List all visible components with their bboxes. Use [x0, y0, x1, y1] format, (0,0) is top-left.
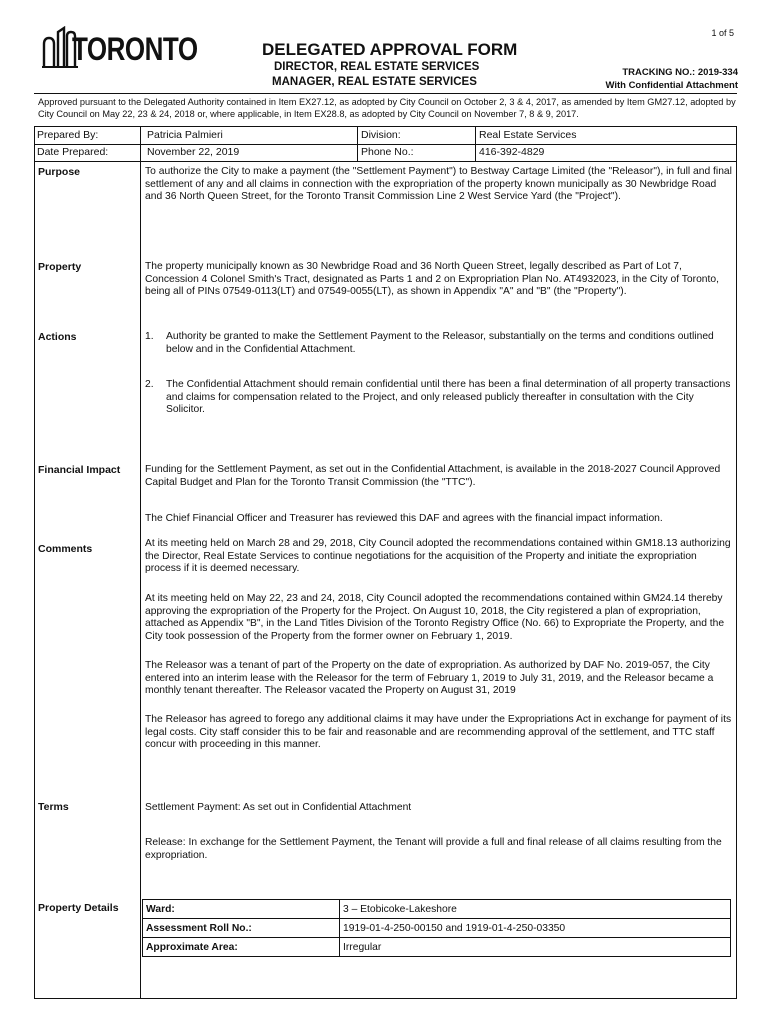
table-row [143, 900, 731, 919]
info-col-divider-2 [475, 126, 476, 162]
action-1-number: 1. [145, 331, 154, 342]
assessment-roll-label: Assessment Roll No.: [143, 919, 340, 938]
header-divider [34, 93, 737, 94]
financial-impact-text-2: The Chief Financial Officer and Treasurer has reviewed this DAF and agrees with the financial impact information. [145, 513, 663, 524]
table-row [143, 938, 731, 957]
form-subtitle-director: DIRECTOR, REAL ESTATE SERVICES [274, 61, 480, 73]
info-bottom-divider [34, 161, 737, 162]
prepared-by-value: Patricia Palmieri [147, 129, 223, 141]
table-row [143, 919, 731, 938]
terms-text-2: Release: In exchange for the Settlement Payment, the Tenant will provide a full and final release of all claims resulting from the expropriation. [145, 837, 722, 861]
form-subtitle-manager: MANAGER, REAL ESTATE SERVICES [272, 76, 477, 88]
financial-impact-label: Financial Impact [38, 464, 121, 476]
purpose-text: To authorize the City to make a payment (the "Settlement Payment") to Bestway Cartage Limited (the "Releasor"), in full and final settlement of any and all claims in connection with the expropriation of the property known municipally as 30 Newbridge Road and 36 North Queen Street, for the Toronto Transit Commission Line 2 West Service Yard (the "Project"). [145, 166, 732, 203]
tracking-block [605, 67, 738, 92]
form-title: DELEGATED APPROVAL FORM [262, 40, 518, 59]
approval-authority-text: Approved pursuant to the Delegated Authority contained in Item EX27.12, as adopted by City Council on October 2, 3 & 4, 2017, as amended by Item GM27.12, adopted by City Council on May 22, 23 & 24, 2018 or, where applicable, in Item EX28.8, as adopted by City Council on November 7, 8 & 9, 2017. [38, 97, 736, 119]
prepared-by-label: Prepared By: [37, 129, 99, 141]
info-row-divider [34, 144, 737, 145]
date-prepared-value: November 22, 2019 [147, 146, 240, 158]
approximate-area-label: Approximate Area: [143, 938, 340, 957]
phone-value: 416-392-4829 [479, 146, 545, 158]
action-1-text: Authority be granted to make the Settlement Payment to the Releasor, substantially on the terms and conditions outlined below and in the Confidential Attachment. [166, 331, 714, 355]
comment-text-1: At its meeting held on March 28 and 29, 2018, City Council adopted the recommendations contained within GM18.13 authorizing the Director, Real Estate Services to continue negotiations for the acquisition of the Property and initiate the expropriation process if it is deemed necessary. [145, 538, 731, 575]
division-value: Real Estate Services [479, 129, 577, 141]
assessment-roll-value: 1919-01-4-250-00150 and 1919-01-4-250-03350 [340, 919, 731, 938]
actions-label: Actions [38, 331, 77, 343]
comment-text-4: The Releasor has agreed to forego any additional claims it may have under the Expropriations Act in exchange for payment of its legal costs. City staff consider this to be fair and reasonable and are recommending approval of the settlement, and TTC staff concur with proceeding in this manner. [145, 714, 732, 751]
property-details-label: Property Details [38, 902, 119, 914]
terms-text-1: Settlement Payment: As set out in Confidential Attachment [145, 802, 412, 813]
property-details-table [142, 899, 731, 957]
action-2-text: The Confidential Attachment should remain confidential until there has been a final determination of all property transactions and claims for compensation related to the Project, and only released publicly thereafter in consultation with the City Solicitor. [166, 379, 731, 416]
property-text: The property municipally known as 30 Newbridge Road and 36 North Queen Street, legally described as Part of Lot 7, Concession 4 Colonel Smith's Tract, designated as Parts 1 and 2 on Expropriation Plan No. AT4932023, in the City of Toronto, being all of PINs 07549-0113(LT) and 07549-0055(LT), as shown in Appendix "A" and "B" (the "Property"). [145, 261, 719, 298]
info-col-divider-1 [357, 126, 358, 162]
date-prepared-label: Date Prepared: [37, 146, 109, 158]
ward-label: Ward: [143, 900, 340, 919]
logo-text: TORONTO [72, 30, 198, 68]
action-2-number: 2. [145, 379, 154, 390]
label-column-divider [140, 126, 141, 999]
page-number: 1 of 5 [711, 28, 734, 38]
financial-impact-text-1: Funding for the Settlement Payment, as set out in the Confidential Attachment, is available in the 2018-2027 Council Approved Capital Budget and Plan for the Toronto Transit Commission (the "TTC"). [145, 464, 721, 488]
purpose-label: Purpose [38, 166, 81, 178]
division-label: Division: [361, 129, 401, 141]
comments-label: Comments [38, 543, 93, 555]
attachment-note: With Confidential Attachment [605, 79, 738, 91]
comment-text-2: At its meeting held on May 22, 23 and 24, 2018, City Council adopted the recommendations contained within GM24.14 thereby approving the expropriation of the Property for the Project. On August 10, 2018, the City registered a plan of expropriation, attached as Appendix "B", in the Land Titles Division of the Toronto Registry Office (No. 66) to Expropriate the Property, and the City took possession of the Property from the former owner on February 1, 2019. [145, 593, 725, 642]
approximate-area-value: Irregular [340, 938, 731, 957]
tracking-number: TRACKING NO.: 2019-334 [622, 67, 738, 78]
terms-label: Terms [38, 801, 69, 813]
ward-value: 3 – Etobicoke-Lakeshore [340, 900, 731, 919]
phone-label: Phone No.: [361, 146, 414, 158]
property-label: Property [38, 261, 82, 273]
comment-text-3: The Releasor was a tenant of part of the Property on the date of expropriation. As authorized by DAF No. 2019-057, the City entered into an interim lease with the Releasor for the term of February 1, 2019 to July 31, 2019, and the Releasor became a monthly tenant thereafter. The Releasor vacated the Property on August 31, 2019 [145, 660, 714, 697]
